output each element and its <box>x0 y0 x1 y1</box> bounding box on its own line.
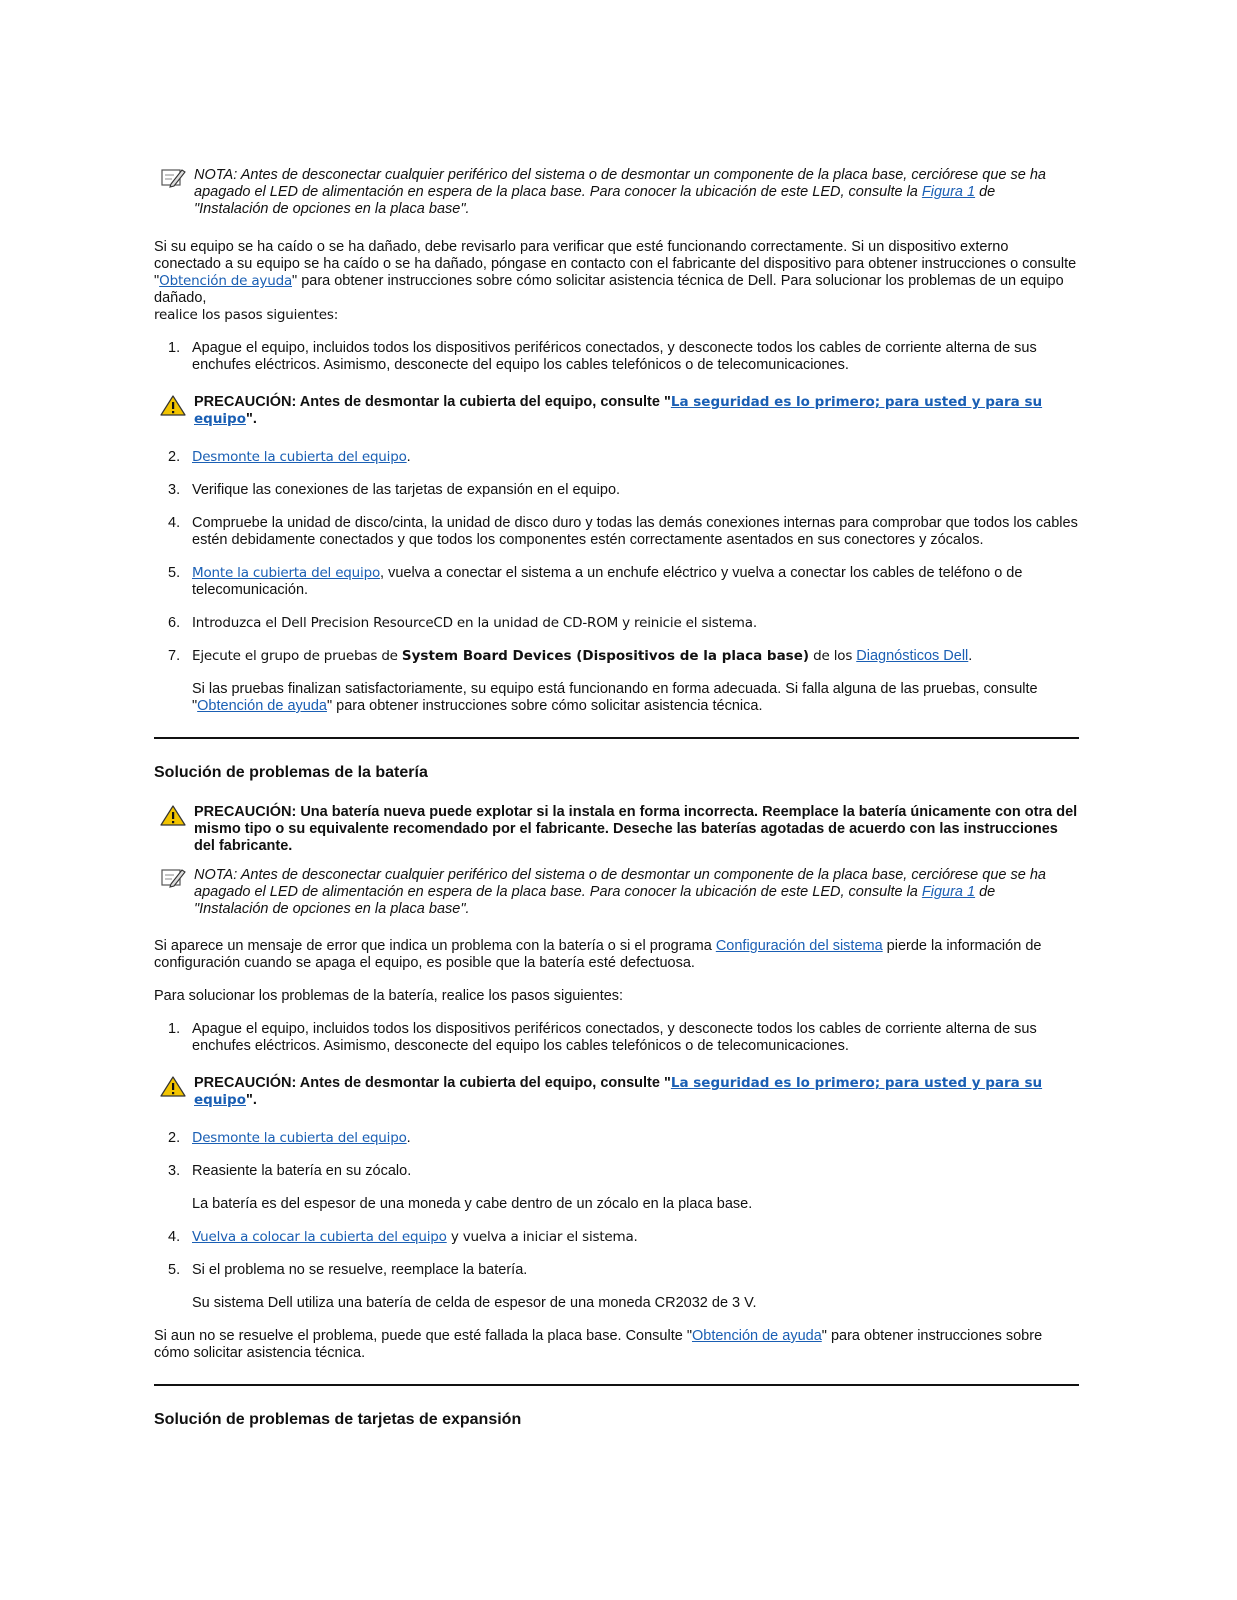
step-text: Apague el equipo, incluidos todos los dispositivos periféricos conectados, y desconecte todos los cables de corriente alterna de sus enchufes eléctricos. Asimismo, desconecte del equipo los cables telefónicos o de telecomunicaciones. <box>192 1021 1037 1054</box>
list-item <box>154 482 1079 499</box>
step-text: Ejecute el grupo de pruebas de <box>192 648 402 664</box>
figura-1-link-2[interactable]: Figura 1 <box>921 884 976 900</box>
obtencion-ayuda-link-3[interactable]: Obtención de ayuda <box>691 1328 822 1344</box>
list-item <box>154 615 1079 632</box>
section-divider <box>154 737 1079 739</box>
note-pencil-icon <box>160 167 186 189</box>
intro-paragraph <box>154 239 1079 324</box>
battery-paragraph-3 <box>154 1328 1079 1362</box>
note-callout <box>154 167 1079 218</box>
note-text: NOTA: Antes de desconectar cualquier periférico del sistema o de desmontar un componente de la placa base, cerciórese que se ha apagado el LED de alimentación en espera de la placa base. Para conocer la ubicación de este LED, consulte la <box>194 167 1046 200</box>
damaged-steps-list-2 <box>154 449 1079 715</box>
list-item <box>154 1229 1079 1246</box>
battery-steps-list <box>154 1021 1079 1055</box>
caution-suffix: ". <box>246 1092 257 1108</box>
intro-text-2: " para obtener instrucciones sobre cómo solicitar asistencia técnica de Dell. Para solucionar los problemas de un equipo dañado, <box>154 273 1064 306</box>
list-item <box>154 1163 1079 1213</box>
intro-text: Si su equipo se ha caído o se ha dañado, debe revisarlo para verificar que esté funcionando correctamente. Si un dispositivo externo conectado a su equipo se ha caído o se ha dañado, póngase en contacto con el fabricante del dispositivo para obtener instrucciones o consulte " <box>154 239 1077 289</box>
list-item <box>154 1021 1079 1055</box>
monte-cubierta-link[interactable]: Monte la cubierta del equipo <box>192 565 381 581</box>
obtencion-ayuda-link[interactable]: Obtención de ayuda <box>159 273 293 289</box>
caution-suffix: ". <box>246 411 257 427</box>
desmonte-cubierta-link-2[interactable]: Desmonte la cubierta del equipo <box>192 1130 407 1146</box>
configuracion-sistema-link[interactable]: Configuración del sistema <box>715 938 883 954</box>
list-item <box>154 340 1079 374</box>
step-text-middle: de los <box>809 648 857 664</box>
step-text: Verifique las conexiones de las tarjetas de expansión en el equipo. <box>192 482 621 498</box>
list-item <box>154 565 1079 599</box>
obtencion-ayuda-link-2[interactable]: Obtención de ayuda <box>197 698 327 714</box>
step-suffix: . <box>406 1130 411 1146</box>
step-number: 1. <box>168 1021 181 1037</box>
battery-paragraph-2: Para solucionar los problemas de la batería, realice los pasos siguientes: <box>154 988 624 1004</box>
battery-caution-callout <box>154 804 1079 855</box>
test-group-name: System Board Devices (Dispositivos de la placa base) <box>401 648 810 664</box>
caution-triangle-icon <box>160 1075 186 1097</box>
step-number: 5. <box>168 1262 181 1278</box>
note-pencil-icon <box>160 867 186 889</box>
step-text: Reasiente la batería en su zócalo. <box>192 1163 412 1179</box>
caution-text: PRECAUCIÓN: Antes de desmontar la cubierta del equipo, consulte " <box>194 1075 671 1091</box>
seguridad-link-2[interactable]: La seguridad es lo primero; para usted y para su equipo <box>194 1075 1043 1108</box>
battery-steps-list-2 <box>154 1130 1079 1312</box>
sub-text: Si las pruebas finalizan satisfactoriamente, su equipo está funcionando en forma adecuada. Si falla alguna de las pruebas, consulte " <box>192 681 1038 714</box>
list-item <box>154 648 1079 715</box>
note-text-after: de <box>975 884 996 900</box>
figura-1-link[interactable]: Figura 1 <box>921 184 976 200</box>
step-text: y vuelva a iniciar el sistema. <box>446 1229 638 1245</box>
step-number: 3. <box>168 1163 181 1179</box>
caution-triangle-icon <box>160 804 186 826</box>
step-number: 6. <box>168 615 181 631</box>
caution-text: PRECAUCIÓN: Antes de desmontar la cubierta del equipo, consulte " <box>194 394 671 410</box>
para-text-suffix: pierde la información de configuración cuando se apaga el equipo, es posible que la batería esté defectuosa. <box>154 938 1042 971</box>
step-number: 5. <box>168 565 181 581</box>
step-subtext <box>192 681 1079 715</box>
diagnosticos-dell-link[interactable]: Diagnósticos Dell <box>856 648 969 664</box>
step-number: 3. <box>168 482 181 498</box>
step-suffix: . <box>406 449 411 465</box>
step-text: Compruebe la unidad de disco/cinta, la unidad de disco duro y todas las demás conexiones internas para comprobar que todos los cables estén debidamente conectados y que todos los componentes estén correctamente asentados en sus conectores y zócalos. <box>192 515 1078 548</box>
step-text: , vuelva a conectar el sistema a un enchufe eléctrico y vuelva a conectar los cables de teléfono o de telecomunicación. <box>192 565 1023 598</box>
note-text-line3: "Instalación de opciones en la placa base". <box>194 201 470 217</box>
step-suffix: . <box>968 648 973 664</box>
battery-paragraph-1 <box>154 938 1079 972</box>
list-item <box>154 515 1079 549</box>
note-callout-2 <box>154 867 1079 918</box>
step-subtext: Su sistema Dell utiliza una batería de celda de espesor de una moneda CR2032 de 3 V. <box>192 1295 757 1311</box>
para-text: Si aparece un mensaje de error que indica un problema con la batería o si el programa <box>154 938 716 954</box>
intro-text-3: realice los pasos siguientes: <box>154 307 339 323</box>
step-number: 1. <box>168 340 181 356</box>
note-text: NOTA: Antes de desconectar cualquier periférico del sistema o de desmontar un componente de la placa base, cerciórese que se ha apagado el LED de alimentación en espera de la placa base. Para conocer la ubicación de este LED, consulte la <box>194 867 1046 900</box>
list-item <box>154 1130 1079 1147</box>
battery-caution-text: PRECAUCIÓN: Una batería nueva puede explotar si la instala en forma incorrecta. Reemplace la batería únicamente con otra del mismo tipo o su equivalente recomendado por el fabricante. Deseche las baterías agotadas de acuerdo con las instrucciones del fabricante. <box>194 804 1078 854</box>
document-content <box>154 167 1079 1430</box>
caution-callout <box>154 394 1079 428</box>
damaged-steps-list <box>154 340 1079 374</box>
caution-callout-2 <box>154 1075 1079 1109</box>
note-text-line3: "Instalación de opciones en la placa base". <box>194 901 470 917</box>
step-number: 4. <box>168 515 181 531</box>
seguridad-link[interactable]: La seguridad es lo primero; para usted y para su equipo <box>194 394 1043 427</box>
note-text-after: de <box>975 184 996 200</box>
step-number: 7. <box>168 648 181 664</box>
caution-triangle-icon <box>160 394 186 416</box>
section-divider <box>154 1384 1079 1386</box>
list-item <box>154 1262 1079 1312</box>
step-subtext: La batería es del espesor de una moneda y cabe dentro de un zócalo en la placa base. <box>192 1196 753 1212</box>
battery-heading: Solución de problemas de la batería <box>154 764 428 781</box>
vuelva-colocar-cubierta-link[interactable]: Vuelva a colocar la cubierta del equipo <box>192 1229 447 1245</box>
step-number: 4. <box>168 1229 181 1245</box>
expansion-cards-heading: Solución de problemas de tarjetas de expansión <box>154 1411 522 1428</box>
step-text: Apague el equipo, incluidos todos los dispositivos periféricos conectados, y desconecte todos los cables de corriente alterna de sus enchufes eléctricos. Asimismo, desconecte del equipo los cables telefónicos o de telecomunicaciones. <box>192 340 1037 373</box>
list-item <box>154 449 1079 466</box>
step-number: 2. <box>168 449 181 465</box>
step-text: Si el problema no se resuelve, reemplace la batería. <box>192 1262 528 1278</box>
para-text: Si aun no se resuelve el problema, puede que esté fallada la placa base. Consulte " <box>154 1328 692 1344</box>
step-text: Introduzca el Dell Precision ResourceCD en la unidad de CD-ROM y reinicie el sistema. <box>192 615 757 631</box>
step-number: 2. <box>168 1130 181 1146</box>
desmonte-cubierta-link[interactable]: Desmonte la cubierta del equipo <box>192 449 407 465</box>
para-text-suffix: " para obtener instrucciones sobre cómo solicitar asistencia técnica. <box>154 1328 1043 1361</box>
sub-text-suffix: " para obtener instrucciones sobre cómo solicitar asistencia técnica. <box>326 698 763 714</box>
